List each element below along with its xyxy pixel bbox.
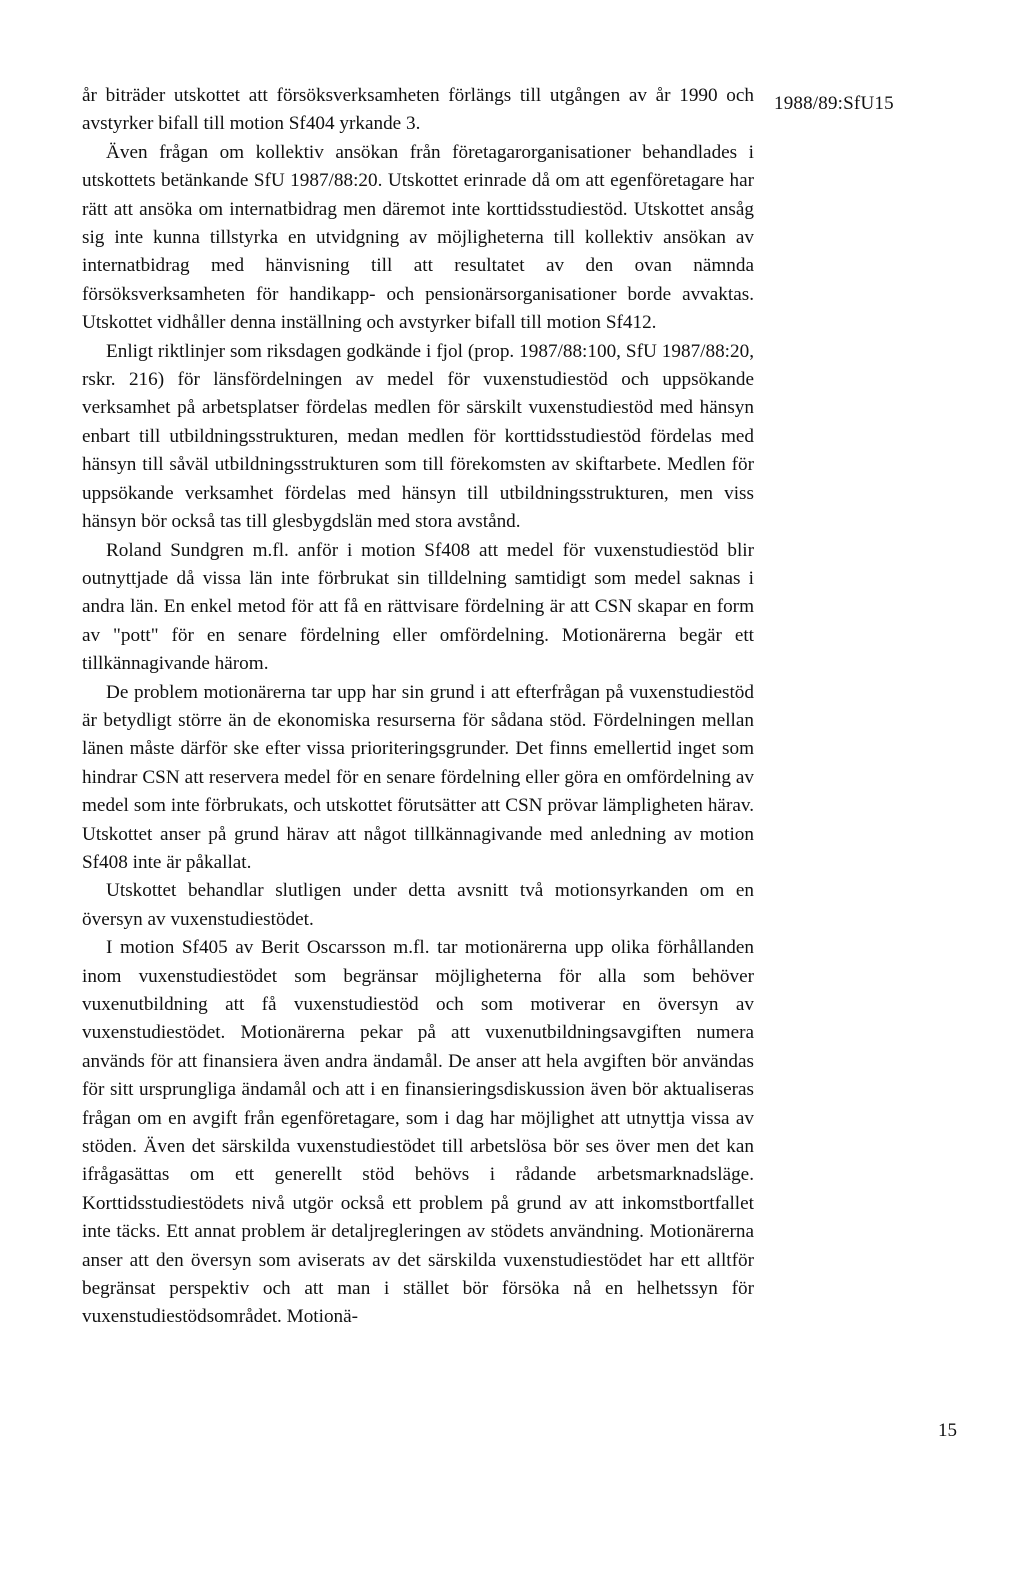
body-text (82, 82, 754, 1332)
paragraph: år biträder utskottet att försöksverksamheten förlängs till utgången av år 1990 och avstyrker bifall till motion Sf404 yrkande 3. (82, 85, 754, 135)
paragraph: I motion Sf405 av Berit Oscarsson m.fl. tar motionärerna upp olika förhållanden inom vuxenstudiestödet som begränsar möjligheterna för alla som behöver vuxenutbildning att få vuxenstudiestöd och som motiverar en översyn av vuxenstudiestödet. Motionärerna pekar på att vuxenutbildningsavgiften numera används för att finansiera även andra ändamål. De anser att hela avgiften bör användas för sitt ursprungliga ändamål och att i en finansieringsdiskussion även bör aktualiseras frågan om en avgift från egenföretagare, som i dag har möjlighet att utnyttja vissa av stöden. Även det särskilda vuxenstudiestödet till arbetslösa bör ses över men det kan ifrågasättas om ett generellt stöd behövs i rådande arbetsmarknadsläge. Korttidsstudiestödets nivå utgör också ett problem på grund av att inkomstbortfallet inte täcks. Ett annat problem är detaljregleringen av stödets användning. Motionärerna anser att den översyn som aviserats av det särskilda vuxenstudiestödet har ett alltför begränsat perspektiv och att man i stället bör försöka nå en helhetssyn för vuxenstudiestödsområdet. Motionä- (82, 937, 754, 1328)
paragraph: Roland Sundgren m.fl. anför i motion Sf408 att medel för vuxenstudiestöd blir outnyttjade då vissa län inte förbrukat sin tilldelning samtidigt som medel saknas i andra län. En enkel metod för att få en rättvisare fördelning är att CSN skapar en form av "pott" för en senare fördelning eller omfördelning. Motionärerna begär ett tillkännagivande härom. (82, 539, 754, 675)
document-reference: 1988/89:SfU15 (774, 93, 894, 114)
paragraph: De problem motionärerna tar upp har sin grund i att efterfrågan på vuxenstudiestöd är betydligt större än de ekonomiska resurserna för sådana stöd. Fördelningen mellan länen måste därför ske efter vissa prioriteringsgrunder. Det finns emellertid inget som hindrar CSN att reservera medel för en senare fördelning eller göra en omfördelning av medel som inte förbrukats, och utskottet förutsätter att CSN prövar lämpligheten härav. Utskottet anser på grund härav att något tillkännagivande med anledning av motion Sf408 inte är påkallat. (82, 681, 754, 873)
paragraph: Enligt riktlinjer som riksdagen godkände i fjol (prop. 1987/88:100, SfU 1987/88:20, rskr. 216) för länsfördelningen av medel för vuxenstudiestöd och uppsökande verksamhet på arbetsplatser fördelas medlen för särskilt vuxenstudiestöd med hänsyn enbart till utbildningsstrukturen, medan medlen för korttidsstudiestöd fördelas med hänsyn till såväl utbildningsstrukturen som till förekomsten av skiftarbete. Medlen för uppsökande verksamhet fördelas med hänsyn till utbildningsstrukturen, men viss hänsyn bör också tas till glesbygdslän med stora avstånd. (82, 340, 754, 533)
paragraph: Även frågan om kollektiv ansökan från företagarorganisationer behandlades i utskottets betänkande SfU 1987/88:20. Utskottet erinrade då om att egenföretagare har rätt att ansöka om internatbidrag men däremot inte korttidsstudiestöd. Utskottet ansåg sig inte kunna tillstyrka en utvidgning av möjligheterna till kollektiv ansökan av internatbidrag med hänvisning till att resultatet av den ovan nämnda försöksverksamheten för handikapp- och pensionärsorganisationer borde avvaktas. Utskottet vidhåller denna inställning och avstyrker bifall till motion Sf412. (82, 141, 754, 334)
paragraph: Utskottet behandlar slutligen under detta avsnitt två motionsyrkanden om en översyn av vuxenstudiestödet. (82, 880, 754, 930)
page-number: 15 (938, 1420, 957, 1441)
